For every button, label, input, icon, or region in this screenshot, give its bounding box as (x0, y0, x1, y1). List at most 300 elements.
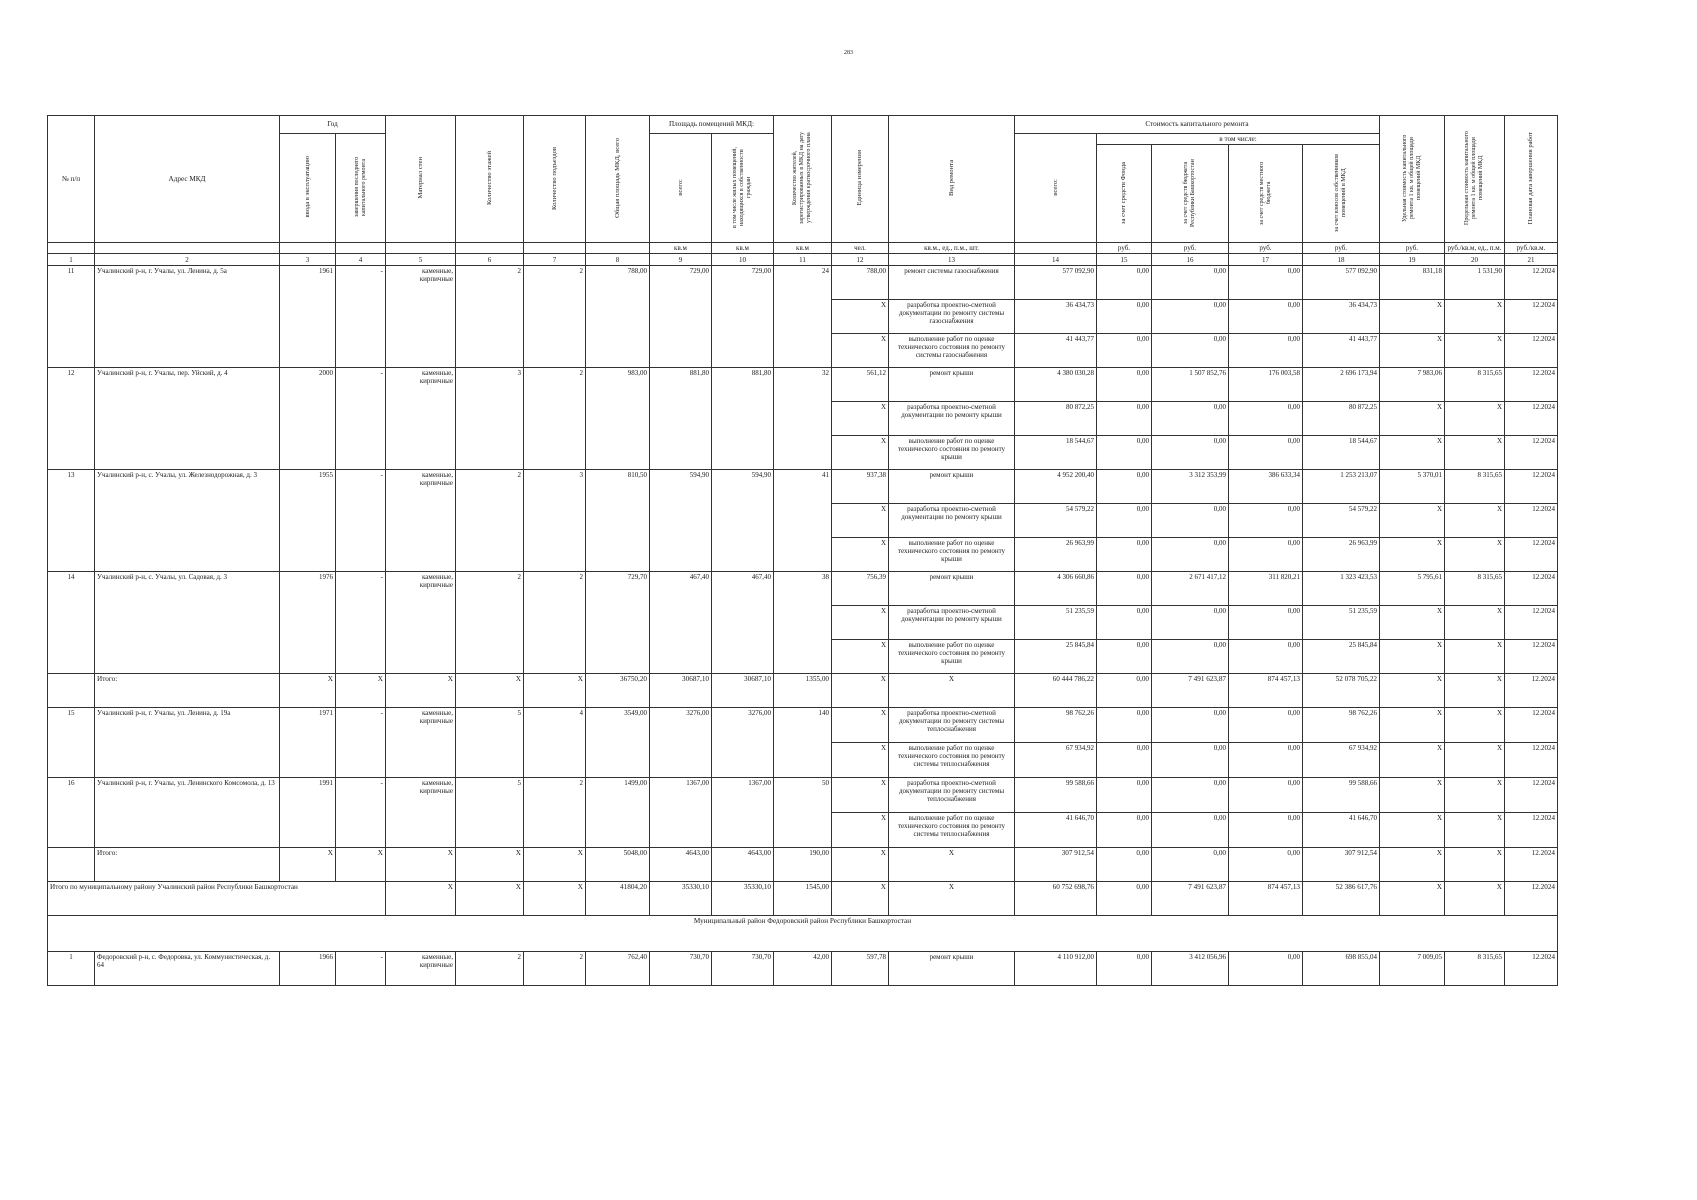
cell-res_area: 4643,00 (712, 848, 774, 882)
unit-cell (95, 243, 280, 254)
value-cell: 0,00 (1097, 538, 1152, 572)
repair-type-cell: разработка проектно-сметной документации по ремонту крыши (889, 504, 1015, 538)
cell-fl: 2 (456, 266, 524, 368)
value-cell: 0,00 (1229, 606, 1303, 640)
repair-type-cell: выполнение работ по оценке технического состояния по ремонту крыши (889, 436, 1015, 470)
cell-no: 12 (48, 368, 95, 470)
units-row (48, 243, 1558, 254)
value-cell: 41 443,77 (1015, 334, 1097, 368)
value-cell: 4 952 200,40 (1015, 470, 1097, 504)
cell-prem: 730,70 (650, 952, 712, 986)
cell-unit: 7 009,05 (1380, 952, 1445, 986)
cell-people: 140 (774, 708, 832, 778)
cell-addr: Учалинский р-н, г. Учалы, ул. Ленина, д. 5а (95, 266, 280, 368)
header-cost-republic: за счет средств бюджета Республики Башкортостан (1183, 158, 1196, 227)
header-cost-incl: в том числе: (1097, 134, 1380, 145)
cell-x: X (524, 882, 586, 916)
value-cell: 12.2024 (1505, 538, 1558, 572)
value-cell: 12.2024 (1505, 743, 1558, 778)
cell-rep: 0,00 (1152, 848, 1229, 882)
cell-rep: 3 412 056,96 (1152, 952, 1229, 986)
value-cell: 0,00 (1229, 778, 1303, 813)
cell-loc: 874 457,13 (1229, 674, 1303, 708)
cell-x: X (832, 674, 889, 708)
cell-x: X (889, 674, 1015, 708)
value-cell: X (1445, 436, 1505, 470)
value-cell: 0,00 (1152, 538, 1229, 572)
value-cell: 12.2024 (1505, 708, 1558, 743)
cell-people: 41 (774, 470, 832, 572)
header-entrances: Количество подъездов (550, 146, 558, 210)
value-cell: 12.2024 (1505, 504, 1558, 538)
cell-x: X (336, 674, 386, 708)
value-cell: 80 872,25 (1303, 402, 1380, 436)
header-unit-cost: Удельная стоимость капитального ремонта 1 кв. м общей площади помещений МКД (1401, 134, 1422, 222)
column-number: 21 (1505, 254, 1558, 266)
cell-own: 698 855,04 (1303, 952, 1380, 986)
value-cell: X (1445, 334, 1505, 368)
unit-cell (336, 243, 386, 254)
cell-mat: каменные, кирпичные (386, 708, 456, 778)
column-number: 11 (774, 254, 832, 266)
value-cell: 12.2024 (1505, 778, 1558, 813)
cell-year: 1976 (280, 572, 336, 674)
cell-x: X (280, 848, 336, 882)
column-number: 4 (336, 254, 386, 266)
value-cell: 577 092,90 (1303, 266, 1380, 300)
cell-area: 5048,00 (586, 848, 650, 882)
value-cell: 99 588,66 (1015, 778, 1097, 813)
table-row (48, 778, 1558, 813)
unit-cell: чел. (832, 243, 889, 254)
value-cell: 12.2024 (1505, 572, 1558, 606)
unit-cell (586, 243, 650, 254)
value-cell: X (1380, 538, 1445, 572)
total-row (48, 848, 1558, 882)
cell-fund: 0,00 (1097, 882, 1152, 916)
value-cell: 386 633,34 (1229, 470, 1303, 504)
value-cell: X (1445, 708, 1505, 743)
cell-fl: 2 (456, 952, 524, 986)
value-cell: 0,00 (1152, 300, 1229, 334)
cell-x: X (524, 674, 586, 708)
repair-type-cell: ремонт системы газоснабжения (889, 266, 1015, 300)
cell-res_area: 881,80 (712, 368, 774, 470)
cell-no: 11 (48, 266, 95, 368)
value-cell: X (832, 300, 889, 334)
value-cell: 12.2024 (1505, 470, 1558, 504)
value-cell: X (832, 778, 889, 813)
cell-fl: 5 (456, 778, 524, 848)
header-premises-area: Площадь помещений МКД: (650, 116, 774, 134)
page-number: 283 (844, 50, 853, 56)
value-cell: 3 312 353,99 (1152, 470, 1229, 504)
value-cell: 831,18 (1380, 266, 1445, 300)
value-cell: 4 306 660,86 (1015, 572, 1097, 606)
value-cell: 18 544,67 (1303, 436, 1380, 470)
value-cell: 0,00 (1229, 402, 1303, 436)
value-cell: 0,00 (1097, 300, 1152, 334)
value-cell: 7 983,06 (1380, 368, 1445, 402)
cell-no: 15 (48, 708, 95, 778)
value-cell: X (832, 436, 889, 470)
value-cell: 41 443,77 (1303, 334, 1380, 368)
value-cell: X (1445, 743, 1505, 778)
value-cell: 756,39 (832, 572, 889, 606)
cell-cost: 60 444 786,22 (1015, 674, 1097, 708)
header-no: № п/п (48, 116, 95, 243)
repair-type-cell: ремонт крыши (889, 470, 1015, 504)
value-cell: 41 646,70 (1303, 813, 1380, 848)
value-cell: X (1380, 778, 1445, 813)
cell-rep: 7 491 623,87 (1152, 882, 1229, 916)
unit-cell: кв.м., ед., п.м., шт. (889, 243, 1015, 254)
cell-prem: 881,80 (650, 368, 712, 470)
value-cell: 2 696 173,94 (1303, 368, 1380, 402)
header-max-cost: Предельная стоимость капитального ремонта 1 кв. м общей площади помещений МКД (1464, 131, 1484, 225)
value-cell: X (1445, 504, 1505, 538)
cell-addr: Учалинский р-н, г. Учалы, пер. Уйский, д. 4 (95, 368, 280, 470)
value-cell: 26 963,99 (1015, 538, 1097, 572)
value-cell: X (1445, 402, 1505, 436)
cell-own: 307 912,54 (1303, 848, 1380, 882)
column-number: 1 (48, 254, 95, 266)
column-number: 6 (456, 254, 524, 266)
header-address: Адрес МКД (95, 116, 280, 243)
cell-no: 13 (48, 470, 95, 572)
column-number: 17 (1229, 254, 1303, 266)
column-number: 10 (712, 254, 774, 266)
value-cell: X (832, 538, 889, 572)
value-cell: 8 315,65 (1445, 368, 1505, 402)
value-cell: 0,00 (1097, 813, 1152, 848)
cell-people: 24 (774, 266, 832, 368)
cell-x: X (386, 882, 456, 916)
cell-own: 52 386 617,76 (1303, 882, 1380, 916)
cell-fl: 5 (456, 708, 524, 778)
value-cell: 67 934,92 (1015, 743, 1097, 778)
cell-x: X (1445, 848, 1505, 882)
cell-res_area: 3276,00 (712, 708, 774, 778)
cell-addr: Федоровский р-н, с. Федоровка, ул. Коммунистическая, д. 64 (95, 952, 280, 986)
column-numbers-row (48, 254, 1558, 266)
cell-fund: 0,00 (1097, 952, 1152, 986)
value-cell: 0,00 (1152, 813, 1229, 848)
value-cell: 0,00 (1097, 504, 1152, 538)
value-cell: 99 588,66 (1303, 778, 1380, 813)
value-cell: 0,00 (1229, 504, 1303, 538)
header-cost-local: за счет средств местного бюджета (1258, 161, 1272, 225)
value-cell: 51 235,59 (1303, 606, 1380, 640)
cell-area: 788,00 (586, 266, 650, 368)
cell-x: X (1380, 882, 1445, 916)
cell-ent: 4 (524, 708, 586, 778)
cell-ent: 2 (524, 572, 586, 674)
repair-type-cell: ремонт крыши (889, 572, 1015, 606)
cell-no: 14 (48, 572, 95, 674)
value-cell: 0,00 (1229, 300, 1303, 334)
header-floors: Количество этажей (485, 151, 493, 205)
value-cell: 0,00 (1152, 436, 1229, 470)
cell-mat: каменные, кирпичные (386, 368, 456, 470)
value-cell: X (832, 402, 889, 436)
value-cell: X (1445, 778, 1505, 813)
cell-work: ремонт крыши (889, 952, 1015, 986)
table-body (48, 266, 1558, 986)
value-cell: 12.2024 (1505, 640, 1558, 674)
cell-x: X (832, 848, 889, 882)
value-cell: 25 845,84 (1303, 640, 1380, 674)
header-year: Год (280, 116, 386, 134)
cell-ent: 3 (524, 470, 586, 572)
value-cell: 4 380 030,28 (1015, 368, 1097, 402)
unit-cell (524, 243, 586, 254)
header-premises-total: всего: (676, 178, 684, 196)
value-cell: 0,00 (1229, 743, 1303, 778)
cell-x: X (456, 848, 524, 882)
cell-loc: 0,00 (1229, 952, 1303, 986)
cell-x: X (889, 882, 1015, 916)
cell-x: X (336, 848, 386, 882)
repair-type-cell: выполнение работ по оценке технического состояния по ремонту крыши (889, 640, 1015, 674)
value-cell: 0,00 (1229, 813, 1303, 848)
value-cell: 12.2024 (1505, 300, 1558, 334)
value-cell: X (1445, 606, 1505, 640)
cell-own: 52 078 705,22 (1303, 674, 1380, 708)
cell-last: - (336, 470, 386, 572)
column-number: 16 (1152, 254, 1229, 266)
table-row (48, 368, 1558, 402)
column-number: 14 (1015, 254, 1097, 266)
cell-addr: Учалинский р-н, г. Учалы, ул. Ленинского Комсомола, д. 13 (95, 778, 280, 848)
cell-date: 12.2024 (1505, 674, 1558, 708)
value-cell: 0,00 (1229, 708, 1303, 743)
value-cell: 0,00 (1097, 743, 1152, 778)
value-cell: 0,00 (1152, 402, 1229, 436)
column-number: 2 (95, 254, 280, 266)
cell-area: 36750,20 (586, 674, 650, 708)
cell-fund: 0,00 (1097, 848, 1152, 882)
cell-addr: Учалинский р-н, г. Учалы, ул. Ленина, д. 19а (95, 708, 280, 778)
unit-cell: руб. (1380, 243, 1445, 254)
cell-prem: 4643,00 (650, 848, 712, 882)
value-cell: 0,00 (1229, 640, 1303, 674)
column-number: 18 (1303, 254, 1380, 266)
cell-no: 1 (48, 952, 95, 986)
value-cell: X (1380, 708, 1445, 743)
cell-people: 42,00 (774, 952, 832, 986)
value-cell: 36 434,73 (1015, 300, 1097, 334)
repair-type-cell: разработка проектно-сметной документации по ремонту системы газоснабжения (889, 300, 1015, 334)
column-number: 13 (889, 254, 1015, 266)
value-cell: 0,00 (1229, 538, 1303, 572)
cell (48, 674, 95, 708)
cell-last: - (336, 952, 386, 986)
cell-people: 50 (774, 778, 832, 848)
cell-ent: 2 (524, 952, 586, 986)
value-cell: X (1380, 436, 1445, 470)
cell-mat: каменные, кирпичные (386, 572, 456, 674)
cell (48, 848, 95, 882)
unit-cell: кв.м (774, 243, 832, 254)
cell-prem: 729,00 (650, 266, 712, 368)
column-number: 12 (832, 254, 889, 266)
cell-res_area: 730,70 (712, 952, 774, 986)
header-deadline: Плановая дата завершения работ (1527, 131, 1535, 225)
value-cell: 5 795,61 (1380, 572, 1445, 606)
value-cell: 1 531,90 (1445, 266, 1505, 300)
repair-type-cell: ремонт крыши (889, 368, 1015, 402)
value-cell: 41 646,70 (1015, 813, 1097, 848)
value-cell: X (832, 708, 889, 743)
cell-prem: 35330,10 (650, 882, 712, 916)
cell-no: 16 (48, 778, 95, 848)
value-cell: 0,00 (1097, 266, 1152, 300)
value-cell: 80 872,25 (1015, 402, 1097, 436)
district-total-row (48, 882, 1558, 916)
value-cell: 12.2024 (1505, 436, 1558, 470)
value-cell: X (1380, 402, 1445, 436)
cell-cost: 60 752 698,76 (1015, 882, 1097, 916)
total-label: Итого: (95, 848, 280, 882)
value-cell: 937,38 (832, 470, 889, 504)
total-row (48, 674, 1558, 708)
repair-type-cell: выполнение работ по оценке технического состояния по ремонту крыши (889, 538, 1015, 572)
cell-area: 762,40 (586, 952, 650, 986)
value-cell: 1 253 213,07 (1303, 470, 1380, 504)
value-cell: 1 507 852,76 (1152, 368, 1229, 402)
value-cell: 12.2024 (1505, 402, 1558, 436)
cell-x: X (889, 848, 1015, 882)
value-cell: 36 434,73 (1303, 300, 1380, 334)
header-premises-residents: в том числе жилых помещений, находящихся в собственности граждан (732, 146, 752, 228)
repair-type-cell: выполнение работ по оценке технического состояния по ремонту системы газоснабжения (889, 334, 1015, 368)
cell-rep: 7 491 623,87 (1152, 674, 1229, 708)
value-cell: 0,00 (1152, 504, 1229, 538)
cell-x: X (386, 674, 456, 708)
value-cell: 0,00 (1097, 708, 1152, 743)
unit-cell: руб. (1152, 243, 1229, 254)
repair-type-cell: разработка проектно-сметной документации по ремонту системы теплоснабжения (889, 778, 1015, 813)
cell-mat: каменные, кирпичные (386, 778, 456, 848)
cell-fl: 2 (456, 470, 524, 572)
cell-ent: 2 (524, 778, 586, 848)
cell-x: X (1380, 848, 1445, 882)
capital-repair-plan-table (47, 115, 1558, 986)
unit-cell: кв.м (650, 243, 712, 254)
value-cell: 0,00 (1152, 606, 1229, 640)
value-cell: 0,00 (1152, 266, 1229, 300)
cell-x: X (456, 882, 524, 916)
cell-addr: Учалинский р-н, с. Учалы, ул. Железнодорожная, д. 3 (95, 470, 280, 572)
value-cell: 561,12 (832, 368, 889, 402)
cell-x: X (524, 848, 586, 882)
value-cell: X (1380, 743, 1445, 778)
unit-cell (280, 243, 336, 254)
cell-last: - (336, 572, 386, 674)
table-row (48, 470, 1558, 504)
value-cell: 0,00 (1097, 436, 1152, 470)
value-cell: 26 963,99 (1303, 538, 1380, 572)
value-cell: 788,00 (832, 266, 889, 300)
cell-res_area: 467,40 (712, 572, 774, 674)
value-cell: 176 003,58 (1229, 368, 1303, 402)
cell-res_area: 30687,10 (712, 674, 774, 708)
value-cell: 54 579,22 (1015, 504, 1097, 538)
value-cell: X (832, 743, 889, 778)
value-cell: 8 315,65 (1445, 572, 1505, 606)
value-cell: X (1445, 640, 1505, 674)
district-section-title: Муниципальный район Федоровский район Республики Башкортостан (48, 916, 1558, 952)
unit-cell: руб. (1229, 243, 1303, 254)
value-cell: 98 762,26 (1015, 708, 1097, 743)
unit-cell (386, 243, 456, 254)
value-cell: 12.2024 (1505, 368, 1558, 402)
cell-last: - (336, 708, 386, 778)
table-row (48, 572, 1558, 606)
value-cell: X (832, 334, 889, 368)
cell-x: X (1445, 674, 1505, 708)
value-cell: 8 315,65 (1445, 470, 1505, 504)
value-cell: 54 579,22 (1303, 504, 1380, 538)
value-cell: 0,00 (1152, 334, 1229, 368)
cell-last: - (336, 266, 386, 368)
header-cost-total: всего: (1051, 178, 1059, 196)
column-number: 20 (1445, 254, 1505, 266)
value-cell: 0,00 (1097, 402, 1152, 436)
value-cell: X (1380, 334, 1445, 368)
cell-area: 810,50 (586, 470, 650, 572)
value-cell: 12.2024 (1505, 266, 1558, 300)
unit-cell: руб./кв.м. (1505, 243, 1558, 254)
value-cell: 51 235,59 (1015, 606, 1097, 640)
value-cell: 98 762,26 (1303, 708, 1380, 743)
header-residents: Количество жителей, зарегистрированных в МКД на дату утверждения краткосрочного плана (792, 131, 812, 225)
value-cell: 0,00 (1097, 470, 1152, 504)
cell-max: 8 315,65 (1445, 952, 1505, 986)
value-cell: X (832, 813, 889, 848)
value-cell: 0,00 (1229, 334, 1303, 368)
header-cost-fund: за счет средств Фонда (1120, 161, 1128, 224)
total-label: Итого: (95, 674, 280, 708)
cell-x: X (1380, 674, 1445, 708)
unit-cell: руб./кв.м, ед., п.м. (1445, 243, 1505, 254)
cell-ent: 2 (524, 368, 586, 470)
header-total-area: Общая площадь МКД, всего (613, 138, 621, 218)
value-cell: X (832, 640, 889, 674)
value-cell: X (1380, 640, 1445, 674)
cell-res_area: 594,90 (712, 470, 774, 572)
cell-prem: 467,40 (650, 572, 712, 674)
cell-ent: 2 (524, 266, 586, 368)
cell-area: 1499,00 (586, 778, 650, 848)
table-row (48, 266, 1558, 300)
value-cell: 12.2024 (1505, 334, 1558, 368)
repair-type-cell: разработка проектно-сметной документации по ремонту системы теплоснабжения (889, 708, 1015, 743)
value-cell: 67 934,92 (1303, 743, 1380, 778)
cell-mat: каменные, кирпичные (386, 470, 456, 572)
district-total-label: Итого по муниципальному району Учалинский район Республики Башкортостан (48, 882, 386, 916)
cell-prem: 30687,10 (650, 674, 712, 708)
table-row (48, 952, 1558, 986)
cell-fund: 0,00 (1097, 674, 1152, 708)
value-cell: 12.2024 (1505, 606, 1558, 640)
cell-qty: 597,78 (832, 952, 889, 986)
cell-prem: 594,90 (650, 470, 712, 572)
column-number: 19 (1380, 254, 1445, 266)
unit-cell: руб. (1303, 243, 1380, 254)
cell-area: 983,00 (586, 368, 650, 470)
